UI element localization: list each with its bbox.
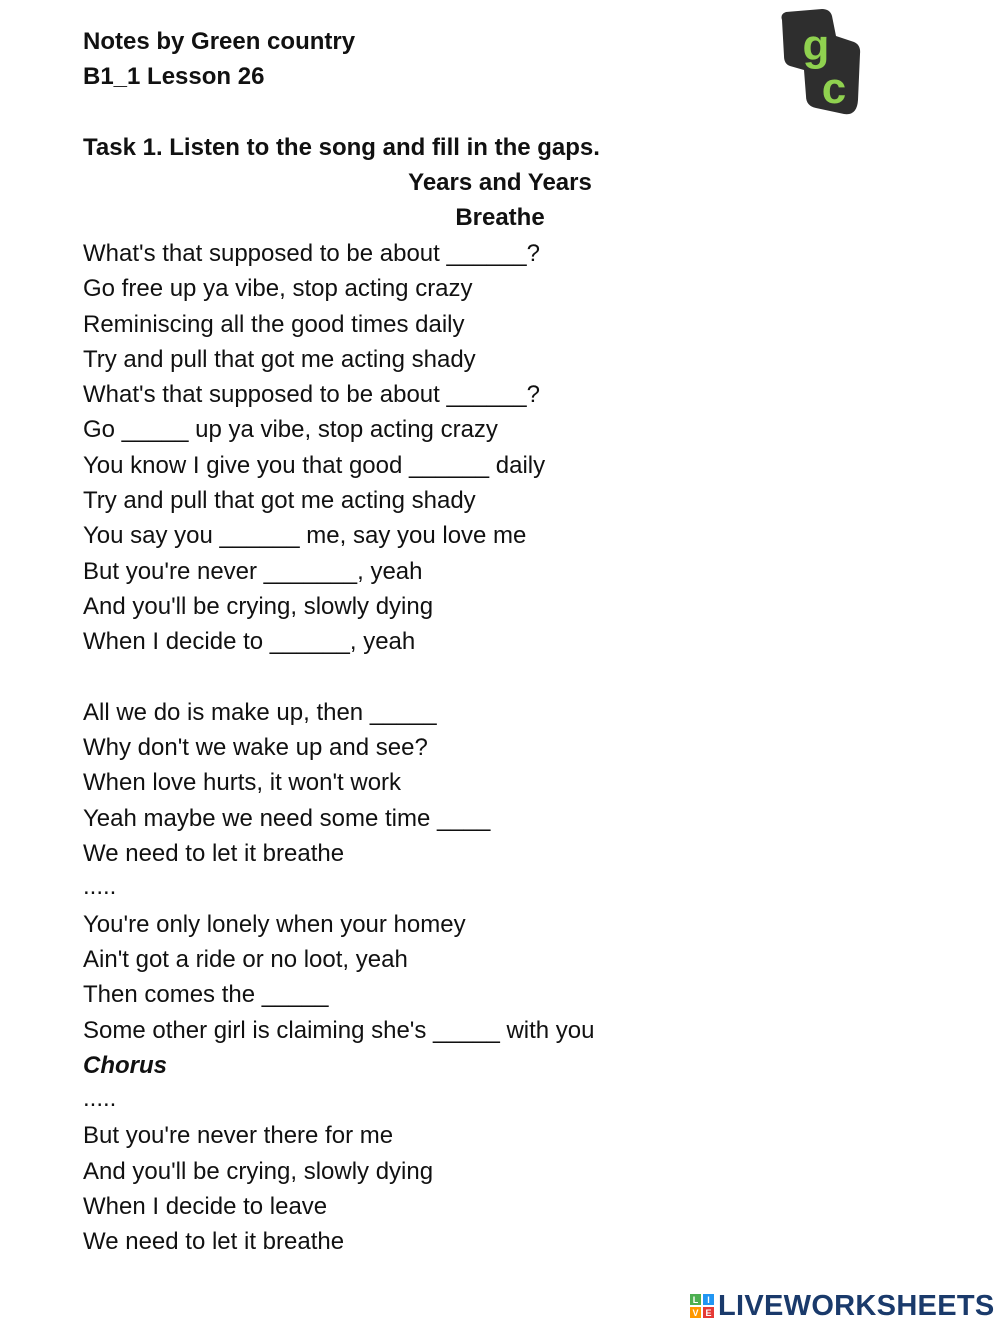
gc-logo-icon	[776, 8, 866, 120]
liveworksheets-grid-icon	[690, 1294, 714, 1318]
lyric-line: Yeah maybe we need some time ____	[83, 805, 491, 832]
lyric-line: We need to let it breathe	[83, 1228, 345, 1255]
svg-text:g: g	[802, 21, 830, 70]
lyric-line: What's that supposed to be about ______?	[83, 240, 540, 267]
lyric-line: You know I give you that good ______ daily	[83, 452, 546, 479]
lyric-line: All we do is make up, then _____	[83, 699, 437, 726]
svg-text:L: L	[692, 1295, 699, 1305]
lyric-line: Try and pull that got me acting shady	[83, 346, 476, 373]
lyric-line: Try and pull that got me acting shady	[83, 487, 476, 514]
header-lesson: B1_1 Lesson 26	[83, 63, 265, 90]
lyric-line: You're only lonely when your homey	[83, 911, 466, 938]
lyric-line: When I decide to ______, yeah	[83, 628, 416, 655]
svg-text:E: E	[705, 1308, 712, 1318]
svg-text:I: I	[707, 1295, 710, 1305]
lyric-ellipsis: .....	[83, 873, 117, 900]
lyric-line: Ain't got a ride or no loot, yeah	[83, 946, 408, 973]
lyric-line: Why don't we wake up and see?	[83, 734, 428, 761]
chorus-label: Chorus	[83, 1052, 167, 1079]
lyric-line: Then comes the _____	[83, 981, 329, 1008]
lyric-line: Some other girl is claiming she's _____ with you	[83, 1017, 595, 1044]
lyric-line: When love hurts, it won't work	[83, 769, 402, 796]
svg-text:V: V	[692, 1308, 699, 1318]
lyric-line: What's that supposed to be about ______?	[83, 381, 540, 408]
lyric-line: But you're never there for me	[83, 1122, 394, 1149]
task-instruction: Task 1. Listen to the song and fill in the gaps.	[83, 134, 600, 161]
song-artist: Years and Years	[408, 169, 592, 196]
svg-text:c: c	[821, 64, 847, 113]
lyric-line: When I decide to leave	[83, 1193, 328, 1220]
lyric-line: Go free up ya vibe, stop acting crazy	[83, 275, 473, 302]
song-title: Breathe	[455, 204, 545, 231]
lyric-line: But you're never _______, yeah	[83, 558, 423, 585]
lyric-ellipsis: .....	[83, 1085, 117, 1112]
lyric-line: You say you ______ me, say you love me	[83, 522, 527, 549]
lyric-line: Go _____ up ya vibe, stop acting crazy	[83, 416, 498, 443]
lyric-line: And you'll be crying, slowly dying	[83, 593, 434, 620]
liveworksheets-watermark	[690, 1288, 995, 1324]
header-author: Notes by Green country	[83, 28, 356, 55]
lyric-line: And you'll be crying, slowly dying	[83, 1158, 434, 1185]
lyric-line: Reminiscing all the good times daily	[83, 311, 465, 338]
watermark-text: LIVEWORKSHEETS	[718, 1290, 995, 1322]
lyric-line: We need to let it breathe	[83, 840, 345, 867]
